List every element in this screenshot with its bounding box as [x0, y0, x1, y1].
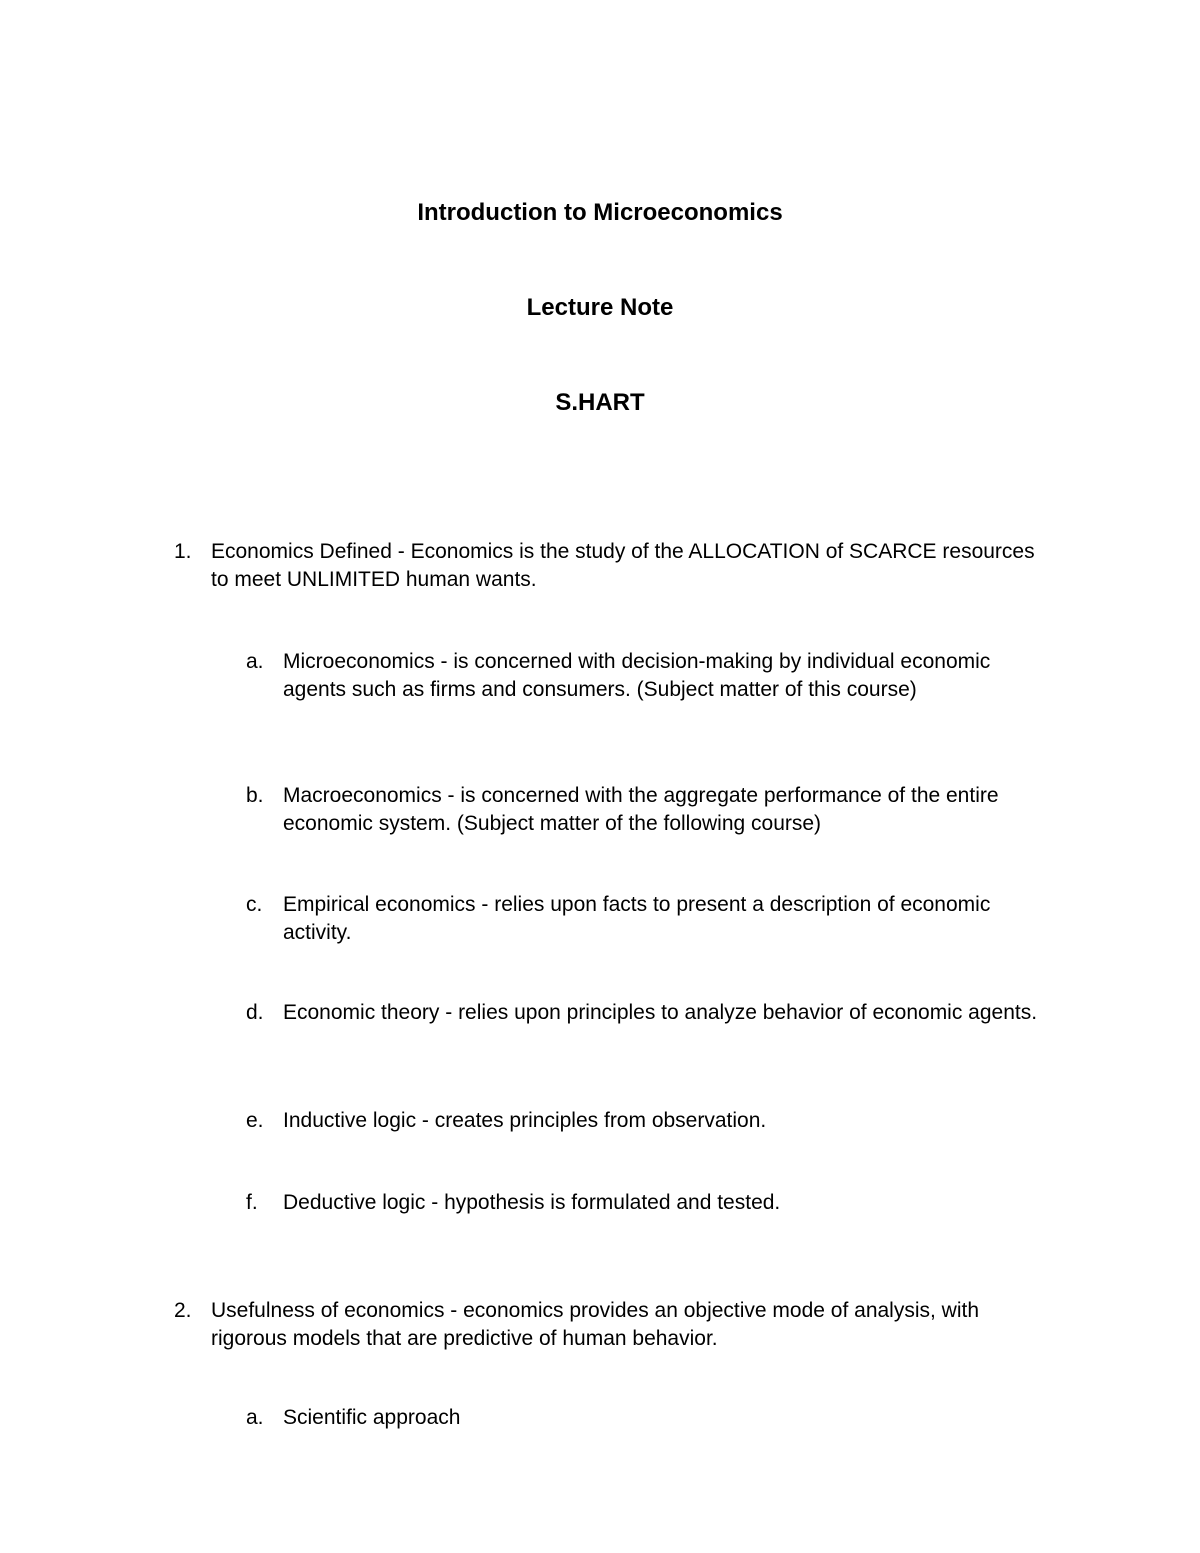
item-text: Inductive logic - creates principles from observation. — [283, 1109, 767, 1132]
list-item — [246, 999, 1046, 1027]
item-letter: e. — [246, 1109, 264, 1132]
list-item — [246, 891, 1036, 947]
item-letter: b. — [246, 784, 264, 807]
item-letter: c. — [246, 893, 263, 916]
section-1 — [174, 538, 1044, 594]
document-title: Introduction to Microeconomics — [417, 199, 783, 226]
item-text: Empirical economics - relies upon facts to present a description of economic activity. — [283, 893, 991, 944]
list-item — [246, 1107, 1036, 1135]
item-text: Microeconomics - is concerned with decision-making by individual economic agents such as firms and consumers. (Subject matter of this course) — [283, 650, 991, 701]
item-letter: d. — [246, 1001, 264, 1024]
document-author: S.HART — [555, 389, 645, 416]
section-text: Economics Defined - Economics is the study of the ALLOCATION of SCARCE resources to meet UNLIMITED human wants. — [211, 540, 1035, 591]
item-text: Economic theory - relies upon principles to analyze behavior of economic agents. — [283, 1001, 1038, 1024]
list-item — [246, 782, 1036, 838]
document-subtitle: Lecture Note — [526, 294, 674, 321]
item-letter: a. — [246, 1406, 264, 1429]
item-text: Deductive logic - hypothesis is formulated and tested. — [283, 1191, 781, 1214]
section-number: 1. — [174, 540, 192, 563]
list-item — [246, 1189, 1036, 1217]
item-text: Macroeconomics - is concerned with the aggregate performance of the entire economic system. (Subject matter of the following course) — [283, 784, 999, 835]
section-2 — [174, 1297, 1044, 1353]
list-item — [246, 648, 1036, 704]
item-letter: a. — [246, 650, 264, 673]
section-number: 2. — [174, 1299, 192, 1322]
list-item — [246, 1404, 1036, 1432]
item-text: Scientific approach — [283, 1406, 461, 1429]
item-letter: f. — [246, 1191, 258, 1214]
section-text: Usefulness of economics - economics provides an objective mode of analysis, with rigorous models that are predictive of human behavior. — [211, 1299, 980, 1350]
